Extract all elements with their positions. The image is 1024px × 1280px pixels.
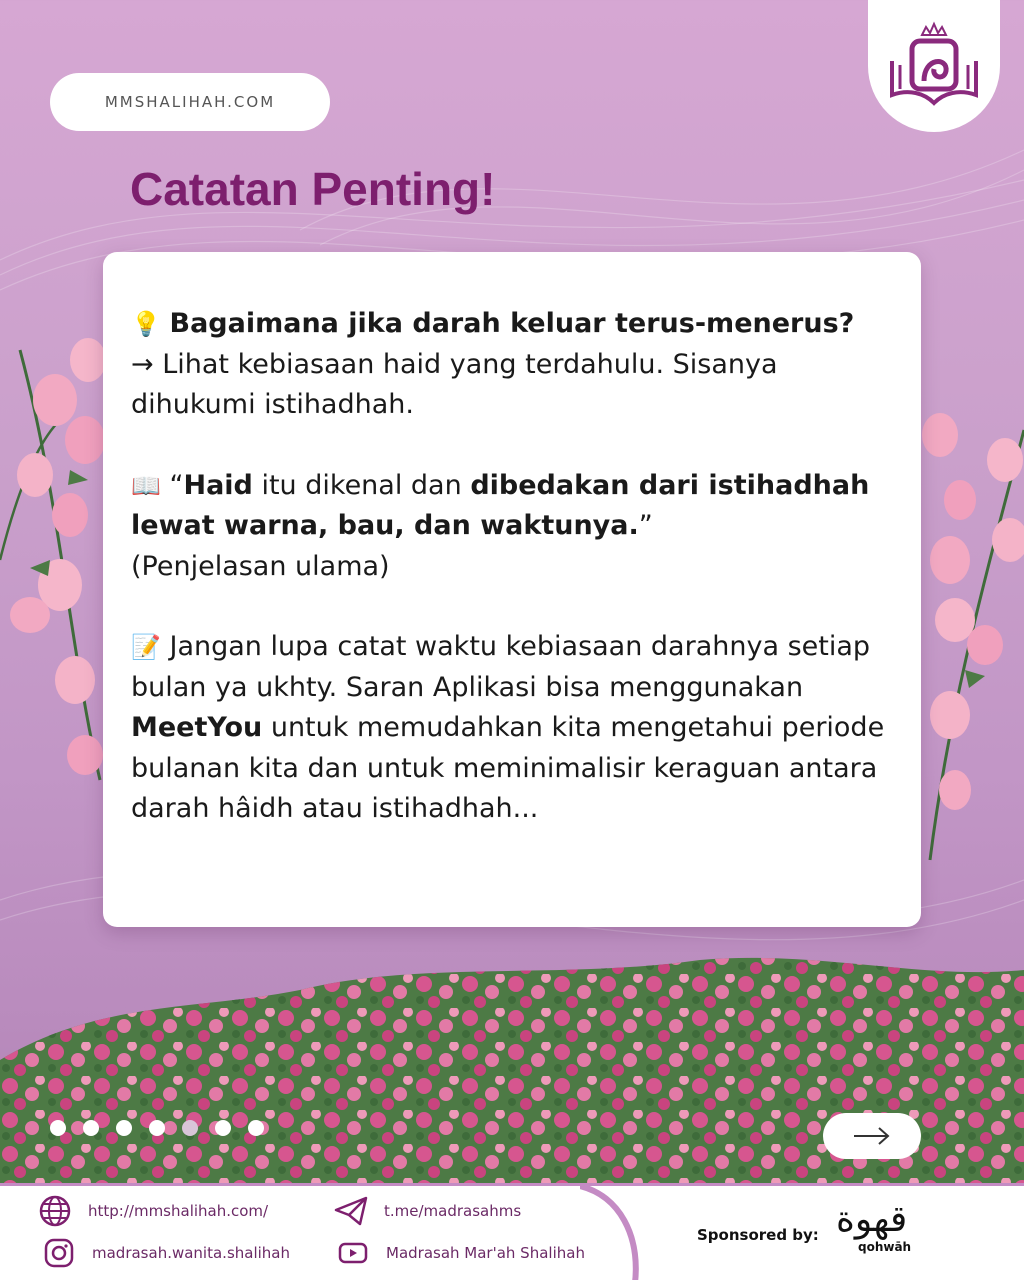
quote-open: “ xyxy=(169,469,184,501)
footer xyxy=(0,1183,1024,1280)
book-crown-logo-icon xyxy=(884,21,984,111)
footer-instagram-label: madrasah.wanita.shalihah xyxy=(92,1244,290,1262)
quote-source: (Penjelasan ulama) xyxy=(131,550,390,582)
content-card xyxy=(103,252,921,927)
website-pill-label: MMSHALIHAH.COM xyxy=(104,93,276,111)
footer-youtube[interactable] xyxy=(336,1236,585,1270)
carousel-dot[interactable] xyxy=(50,1120,66,1136)
footer-website[interactable] xyxy=(38,1194,268,1228)
next-button[interactable] xyxy=(823,1113,921,1159)
note-question: Bagaimana jika darah keluar terus-menerus? xyxy=(169,308,855,339)
memo-icon: 📝 xyxy=(131,633,161,661)
arrow-right-icon xyxy=(852,1126,892,1146)
sponsor-logo-arabic: قهوة xyxy=(836,1199,908,1240)
carousel-dot-active[interactable] xyxy=(182,1120,198,1136)
lightbulb-icon: 💡 xyxy=(131,310,161,338)
carousel-dots xyxy=(50,1120,264,1136)
globe-icon xyxy=(38,1194,72,1228)
app-name: MeetYou xyxy=(131,712,263,743)
instagram-icon xyxy=(42,1236,76,1270)
sponsor-logo-latin: qohwāh xyxy=(858,1240,912,1254)
quote-bold-rest: dibedakan dari istihadhah lewat warna, bau, dan waktunya. xyxy=(131,469,870,541)
note-paragraph-2 xyxy=(131,466,891,588)
right-flower-vine xyxy=(922,413,1024,860)
carousel-dot[interactable] xyxy=(116,1120,132,1136)
footer-instagram[interactable] xyxy=(42,1236,290,1270)
note-paragraph-3 xyxy=(131,627,891,830)
note-answer: → Lihat kebiasaan haid yang terdahulu. Sisanya dihukumi istihadhah. xyxy=(131,348,778,420)
tip-text-2: untuk memudahkan kita mengetahui periode bulanan kita dan untuk meminimalisir keraguan antara darah hâidh atau istihadhah... xyxy=(131,712,885,824)
brand-logo xyxy=(868,0,1000,132)
page-title: Catatan Penting! xyxy=(130,163,496,215)
youtube-icon xyxy=(336,1236,370,1270)
left-flower-vine xyxy=(0,338,106,780)
carousel-dot[interactable] xyxy=(149,1120,165,1136)
open-book-icon: 📖 xyxy=(131,471,161,500)
carousel-dot[interactable] xyxy=(83,1120,99,1136)
sponsored-label: Sponsored by: xyxy=(697,1226,819,1244)
quote-text: itu dikenal dan xyxy=(252,469,471,501)
footer-telegram-label: t.me/madrasahms xyxy=(384,1202,522,1220)
quote-bold-haid: Haid xyxy=(183,469,253,501)
tip-text-1: Jangan lupa catat waktu kebiasaan darahnya setiap bulan ya ukhty. Saran Aplikasi bisa menggunakan xyxy=(131,631,871,703)
carousel-dot[interactable] xyxy=(248,1120,264,1136)
footer-website-label: http://mmshalihah.com/ xyxy=(88,1202,269,1220)
footer-telegram[interactable] xyxy=(334,1194,521,1228)
footer-divider-curve xyxy=(580,1186,650,1280)
quote-close: ” xyxy=(638,510,653,541)
carousel-dot[interactable] xyxy=(215,1120,231,1136)
website-pill[interactable] xyxy=(50,73,330,131)
note-paragraph-1 xyxy=(131,304,891,426)
sponsor-logo xyxy=(836,1200,911,1254)
telegram-icon xyxy=(334,1194,368,1228)
footer-youtube-label: Madrasah Mar'ah Shalihah xyxy=(386,1244,585,1262)
